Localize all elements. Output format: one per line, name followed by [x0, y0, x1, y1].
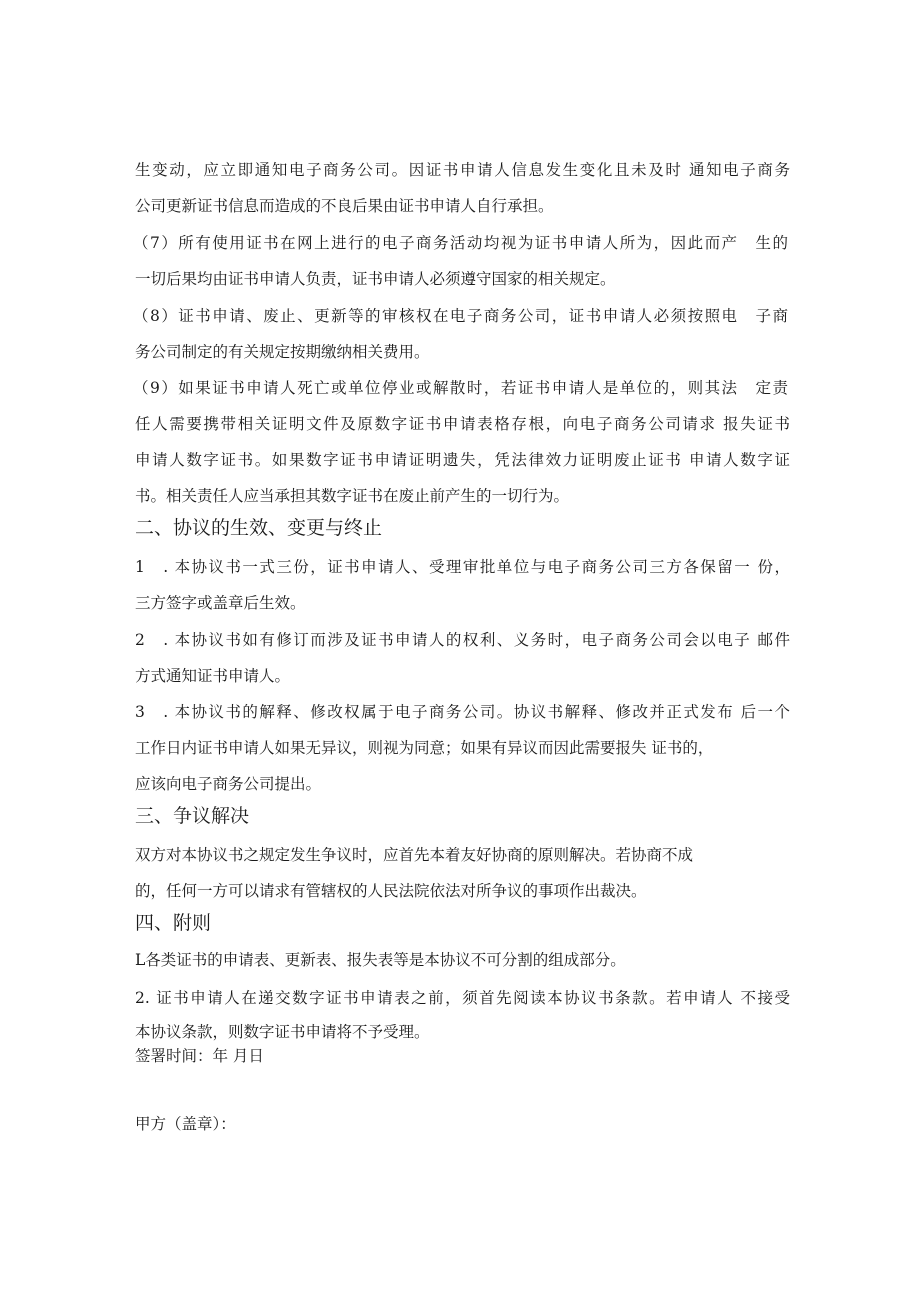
clause-7-line: 一切后果均由证书申请人负责，证书申请人必须遵守国家的相关规定。 [135, 270, 616, 288]
sign-time: 签署时间：年 月日 [135, 1047, 264, 1065]
section-3-line: 双方对本协议书之规定发生争议时，应首先本着友好协商的原则解决。若协商不成 [135, 846, 694, 864]
clause-8-line: 务公司制定的有关规定按期缴纳相关费用。 [135, 343, 430, 361]
section-2-item-3-line: 3 . 本协议书的解释、修改权属于电子商务公司。协议书解释、修改并正式发布 后一个 [135, 703, 790, 721]
para-line: 生变动，应立即通知电子商务公司。因证书申请人信息发生变化且未及时 通知电子商务 [135, 161, 790, 179]
section-2-item-1-line: 1 . 本协议书一式三份，证书申请人、受理审批单位与电子商务公司三方各保留一 份， [135, 558, 790, 576]
section-heading-3: 三、争议解决 [135, 805, 250, 827]
section-2-item-3-line: 工作日内证书申请人如果无异议，则视为同意；如果有异议而因此需要报失 证书的， [135, 739, 714, 757]
clause-9-line: 任人需要携带相关证明文件及原数字证书申请表格存根，向电子商务公司请求 报失证书 [135, 415, 790, 433]
clause-9-line: 书。相关责任人应当承担其数字证书在废止前产生的一切行为。 [135, 487, 570, 505]
section-heading-2: 二、协议的生效、变更与终止 [135, 517, 383, 539]
section-2-item-1-line: 三方签字或盖章后生效。 [135, 594, 306, 612]
party-a-seal: 甲方（盖章）： [135, 1115, 236, 1133]
section-2-item-2-line: 方式通知证书申请人。 [135, 667, 291, 685]
clause-9-line: （9）如果证书申请人死亡或单位停业或解散时，若证书申请人是单位的，则其法 定责 [133, 379, 788, 397]
section-4-item-2-line: 2. 证书申请人在递交数字证书申请表之前，须首先阅读本协议书条款。若申请人 不接受 [135, 989, 790, 1007]
section-2-item-2-line: 2 . 本协议书如有修订而涉及证书申请人的权利、义务时，电子商务公司会以电子 邮件 [135, 631, 790, 649]
clause-9-line: 申请人数字证书。如果数字证书申请证明遗失，凭法律效力证明废止证书 申请人数字证 [135, 451, 790, 469]
clause-7-line: （7）所有使用证书在网上进行的电子商务活动均视为证书申请人所为，因此而产 生的 [133, 234, 788, 252]
section-2-item-3-line: 应该向电子商务公司提出。 [135, 775, 322, 793]
section-4-item-1: L各类证书的申请表、更新表、报失表等是本协议不可分割的组成部分。 [135, 951, 626, 969]
section-3-line: 的，任何一方可以请求有管辖权的人民法院依法对所争议的事项作出裁决。 [135, 882, 647, 900]
section-4-item-2-line: 本协议条款，则数字证书申请将不予受理。 [135, 1023, 430, 1041]
clause-8-line: （8）证书申请、废止、更新等的审核权在电子商务公司，证书申请人必须按照电 子商 [133, 307, 788, 325]
section-heading-4: 四、附则 [135, 912, 212, 934]
para-line: 公司更新证书信息而造成的不良后果由证书申请人自行承担。 [135, 197, 554, 215]
